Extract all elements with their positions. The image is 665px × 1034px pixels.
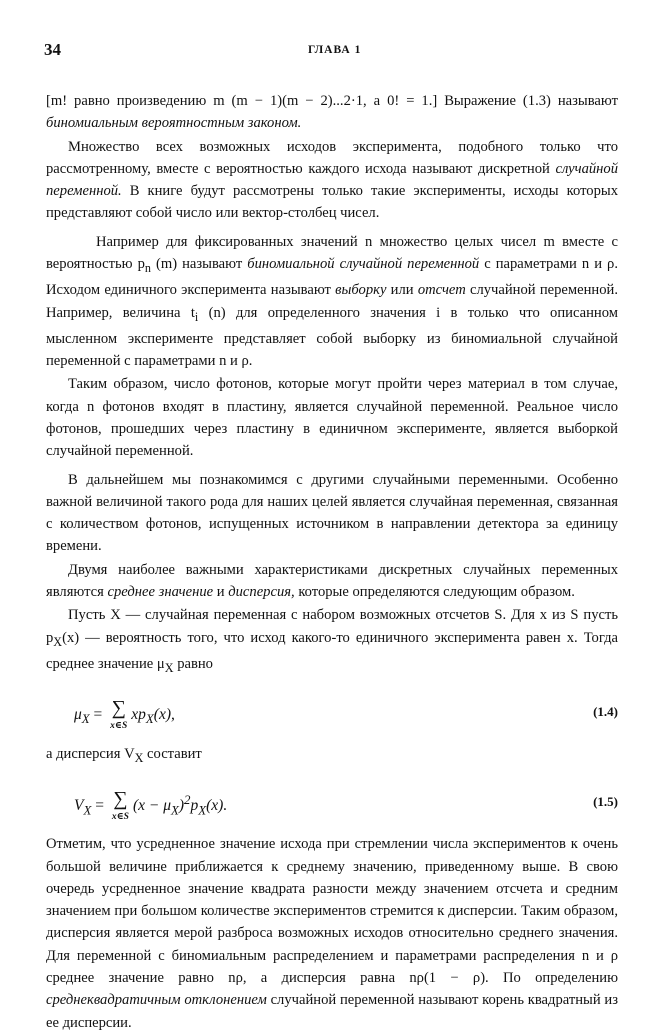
- equation-number: (1.5): [593, 794, 618, 810]
- paragraph-1: [m! равно произведению m (m − 1)(m − 2)...2·1, а 0! = 1.] Выражение (1.3) называют биномиальным вероятностным законом.: [46, 93, 618, 132]
- paragraph-4: Таким образом, число фотонов, которые могут пройти через материал в том случае, когда n фотонов входят в пластину, является случайной переменной. Реальное число фотонов, прошедших через пластину в единичном эксперименте, является выборкой случайной переменной.: [46, 376, 618, 460]
- paragraph-8: а дисперсия $V_X$ составит: [46, 746, 202, 765]
- summation-symbol: ∑ x∈S: [110, 697, 128, 732]
- equation-1-5: [46, 783, 618, 823]
- page-number: 34: [44, 40, 61, 59]
- paragraph-7: Пусть X — случайная переменная с набором возможных отсчетов S. Для x из S пусть $p_X(x)$ — вероятность того, что исход какого-то единичного эксперимента равен x. Тогда среднее значение $\mu_X$ равно: [46, 607, 618, 675]
- running-head: ГЛАВА 1: [308, 44, 362, 56]
- paragraph-6: Двумя наиболее важными характеристиками дискретных случайных переменных являются среднее значение и дисперсия, которые определяются следующим образом.: [46, 561, 618, 601]
- equation-1-4-formula: $\mu_X$ = ∑ x∈S $xp_X(x)$,: [74, 697, 175, 732]
- paragraph-5: В дальнейшем мы познакомимся с другими случайными переменными. Особенно важной величиной такого рода для наших целей является случайная переменная, связанная с количеством фотонов, испущенных источником в направлении детектора за единицу времени.: [46, 471, 618, 555]
- paragraph-2: Множество всех возможных исходов эксперимента, подобного только что рассмотренному, вместе с вероятностью каждого исхода называют дискретной случайной переменной. В книге будут рассмотрены только такие эксперименты, исходы которых представляют собой число или вектор-столбец чисел.: [46, 138, 618, 222]
- paragraph-3: Например для фиксированных значений n множество целых чисел m вместе с вероятностью $p_n$ (m) называют биномиальной случайной переменной с параметрами n и ρ. Исходом единичного эксперимента называют выборку или отсчет случайной переменной. Например, величина $t_i$ (n) для определенного значения i в только что описанном мысленном эксперименте представляет собой выборку из биномиальной случайной переменной с параметрами n и ρ.: [46, 233, 618, 370]
- equation-1-4: [46, 693, 618, 733]
- paragraph-9: Отметим, что усредненное значение исхода при стремлении числа экспериментов к очень большой величине приближается к среднему значению, приведенному выше. В свою очередь усредненное значение квадрата разности между значением отсчета и средним значением при большом количестве экспериментов стремится к дисперсии. Таким образом, дисперсия является мерой разброса возможных исходов относительно среднего значения. Для переменной с биномиальным распределением и параметрами распределения n и ρ среднее значение равно nρ, а дисперсия равна nρ(1 − ρ). По определению среднеквадратичным отклонением случайной переменной называют корень квадратный из ее дисперсии.: [46, 836, 618, 1031]
- summation-symbol: ∑ x∈S: [111, 788, 129, 823]
- body-text: [46, 90, 618, 1034]
- equation-1-5-formula: $V_X$ = ∑ x∈S $(x - \mu_X)^2p_X(x)$.: [74, 788, 228, 823]
- equation-number: (1.4): [593, 704, 618, 720]
